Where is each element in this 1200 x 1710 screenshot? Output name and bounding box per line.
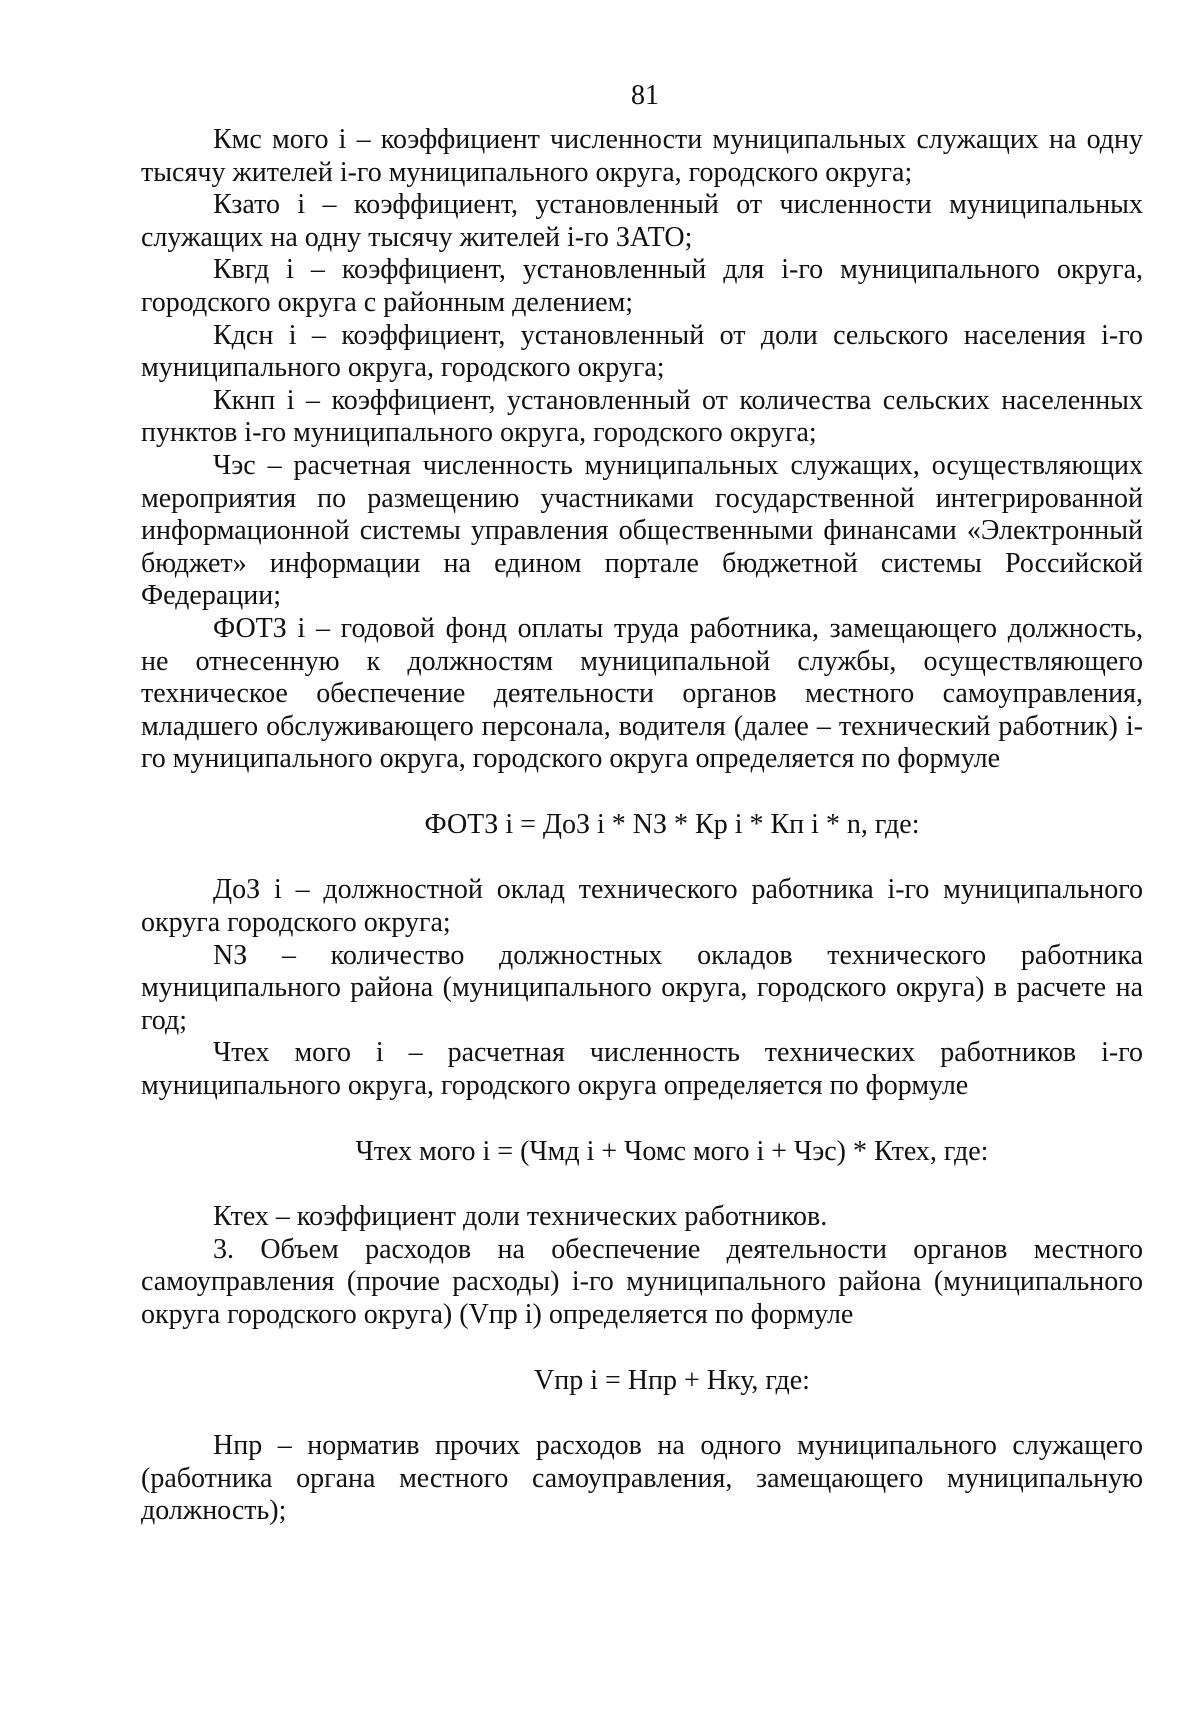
paragraph-kvgd: Квгд i – коэффициент, установленный для i-го муниципального округа, городского округа с районным делением; [141,254,1143,318]
paragraph-kteh: Ктех – коэффициент доли технических работников. [213,1201,828,1233]
paragraph-chteh: Чтех мого i – расчетная численность технических работников i-го муниципального округа, городского округа определяется по формуле [141,1037,1143,1102]
formula-chteh: Чтех мого i = (Чмд i + Чомс мого i + Чэс) * Ктех, где: [355,1135,989,1167]
paragraph-kknp: Ккнп i – коэффициент, установленный от количества сельских населенных пунктов i-го муниципального округа, городского округа; [141,384,1143,449]
paragraph-nz: NЗ – количество должностных окладов технического работника муниципального района (муниципального округа, городского округа) в расчете на год; [141,939,1143,1036]
formula-vpr: Vпр i = Нпр + Нку, где: [534,1364,810,1396]
paragraph-kzato: Кзато i – коэффициент, установленный от численности муниципальных служащих на одну тысячу жителей i-го ЗАТО; [141,189,1143,253]
paragraph-section-3: 3. Объем расходов на обеспечение деятельности органов местного самоуправления (прочие расходы) i-го муниципального района (муниципального округа городского округа) (Vпр i) определяется по формуле [141,1233,1143,1330]
paragraph-kdsn: Кдсн i – коэффициент, установленный от доли сельского населения i-го муниципального округа, городского округа; [141,319,1143,384]
formula-fotz: ФОТЗ i = ДоЗ i * NЗ * Кр i * Кп i * n, где: [424,808,920,840]
paragraph-npr: Нпр – норматив прочих расходов на одного муниципального служащего (работника органа местного самоуправления, замещающего муниципальную должность); [141,1430,1143,1527]
paragraph-doz: ДоЗ i – должностной оклад технического работника i-го муниципального округа городского округа; [141,874,1143,939]
paragraph-ches: Чэс – расчетная численность муниципальных служащих, осуществляющих мероприятия по размещению участниками государственной интегрированной информационной системы управления общественными финансами «Электронный бюджет» информации на едином портале бюджетной системы Российской Федерации; [141,449,1143,612]
paragraph-kms: Кмс мого i – коэффициент численности муниципальных служащих на одну тысячу жителей i-го муниципального округа, городского округа; [141,124,1143,188]
document-body [141,124,1143,1528]
paragraph-fotz: ФОТЗ i – годовой фонд оплаты труда работника, замещающего должность, не отнесенную к должностям муниципальной службы, осуществляющего техническое обеспечение деятельности органов местного самоуправления, младшего обслуживающего персонала, водителя (далее – технический работник) i-го муниципального округа, городского округа определяется по формуле [141,612,1143,775]
page-number: 81 [631,80,659,111]
